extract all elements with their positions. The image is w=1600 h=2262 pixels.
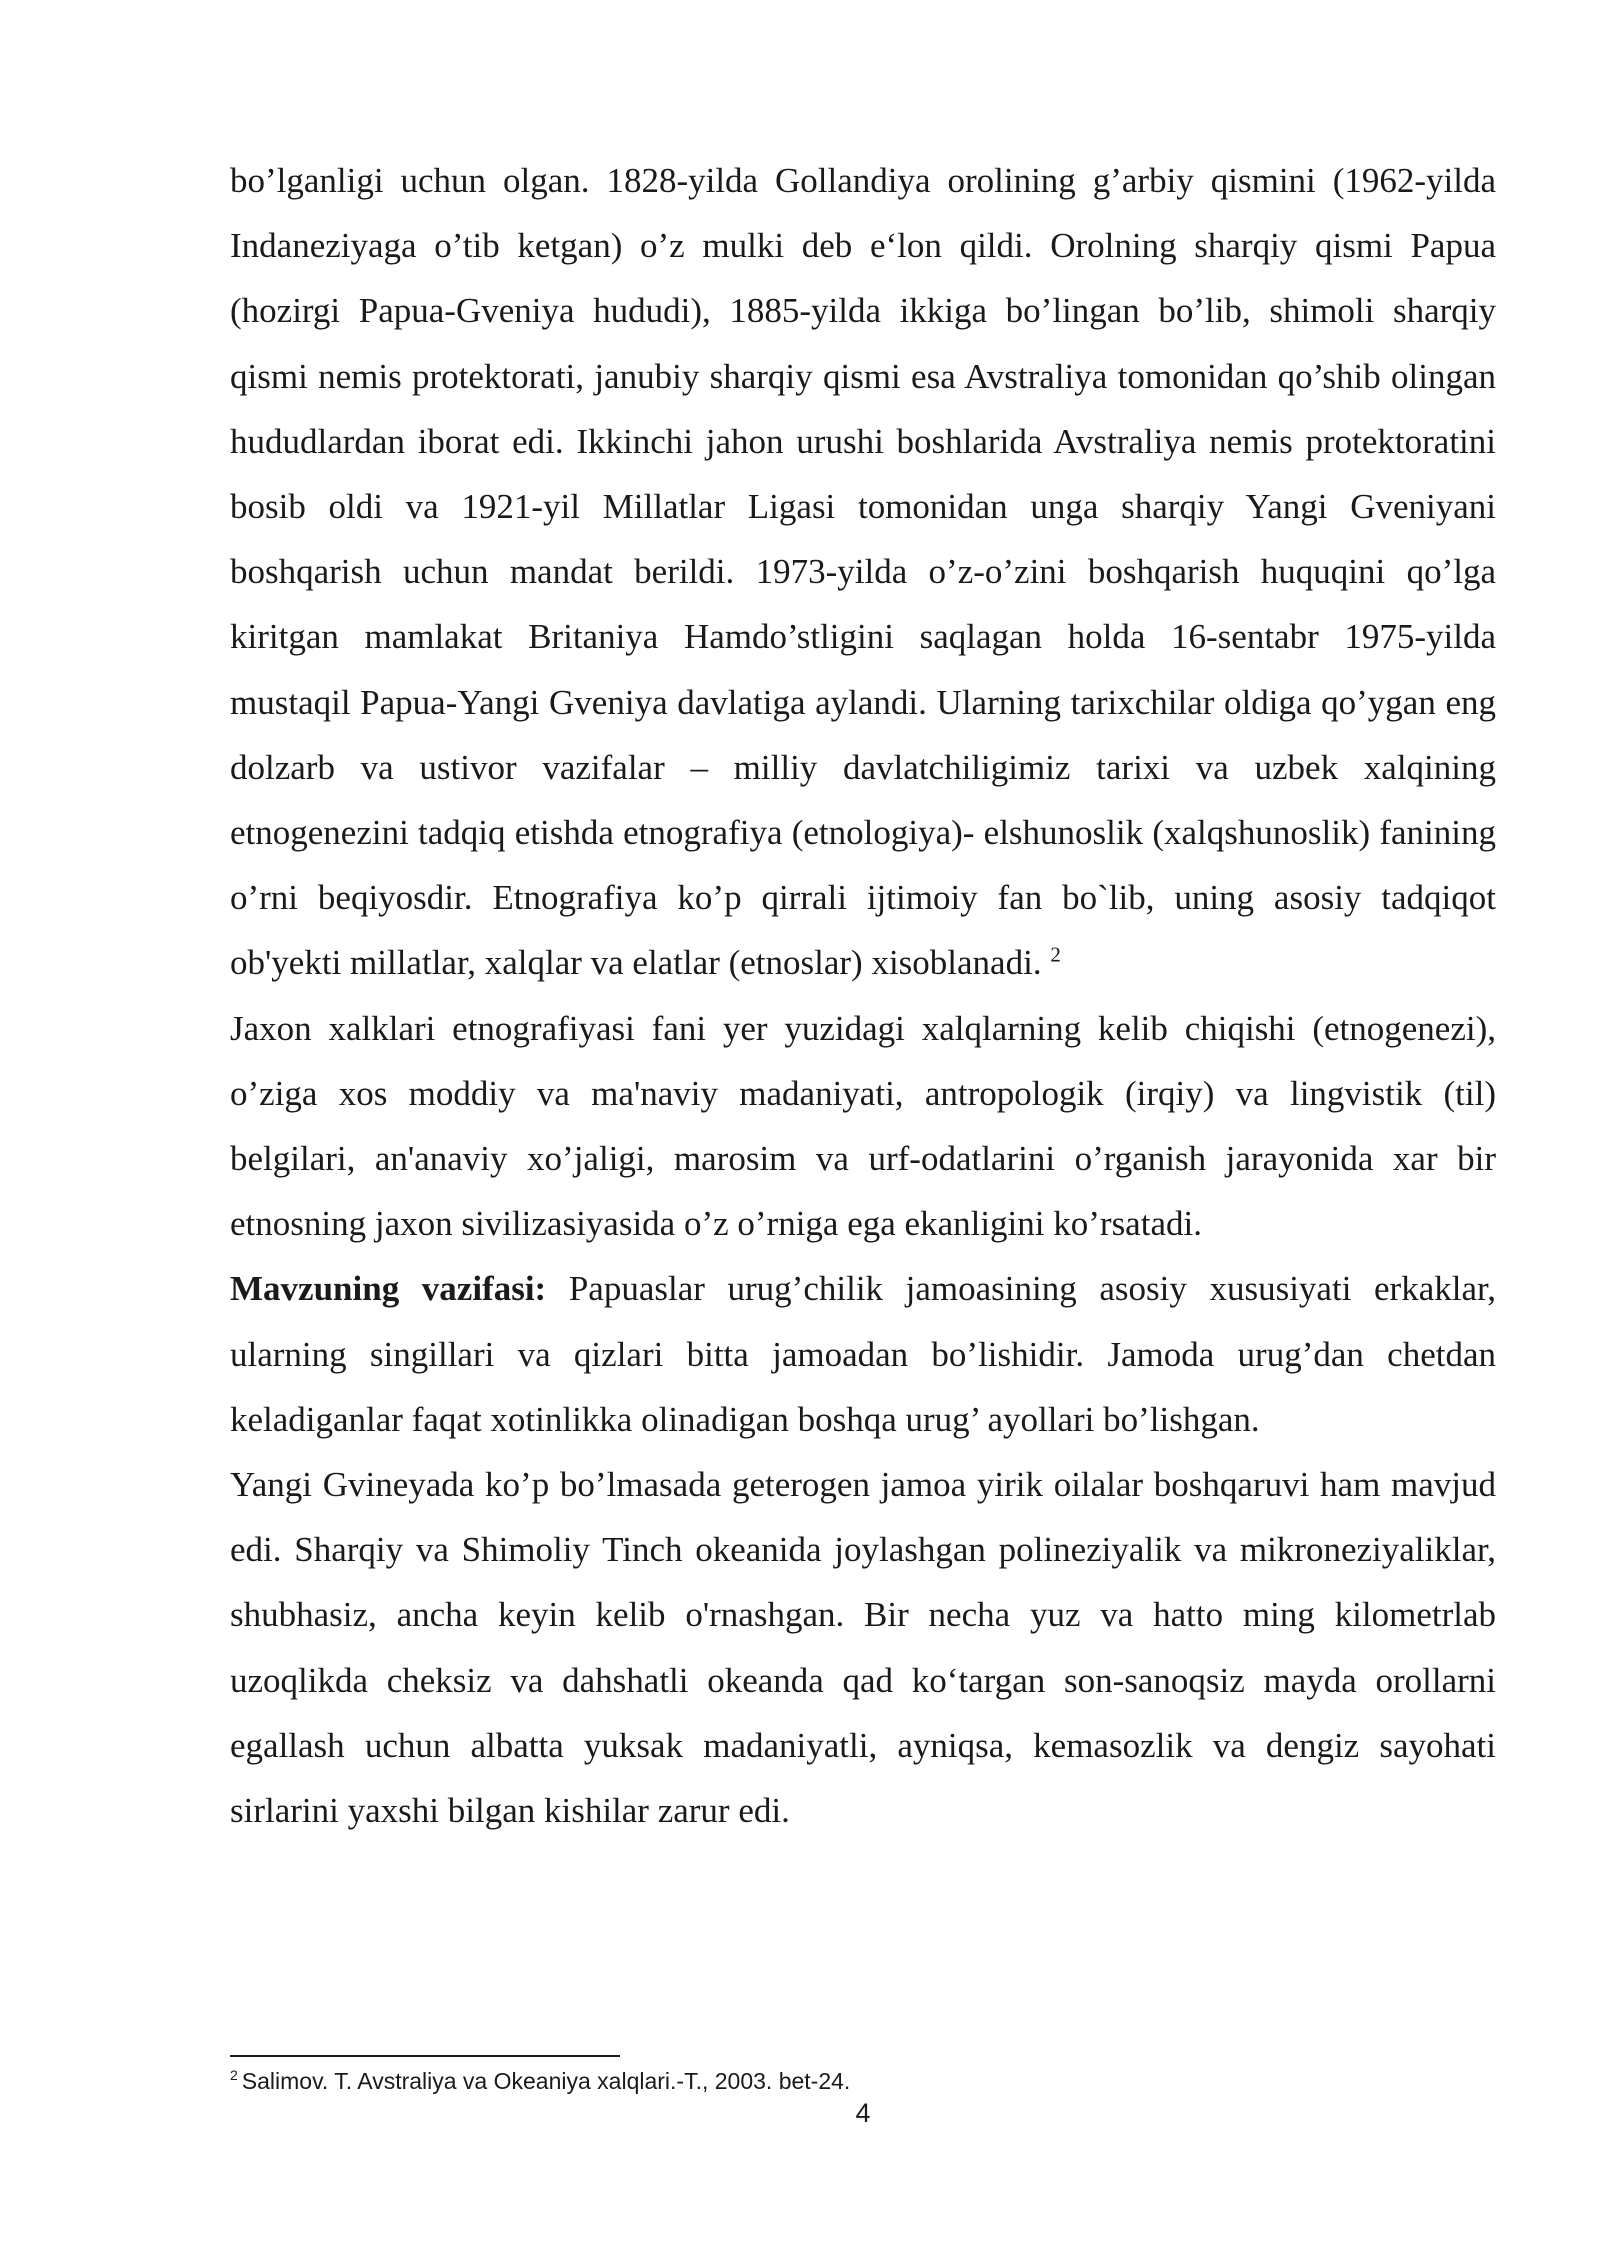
footnote-text: Salimov. T. Avstraliya va Okeaniya xalqlari.-T., 2003. bet-24.: [241, 2068, 851, 2094]
paragraph-ethnography: Jaxon xalklari etnografiyasi fani yer yuzidagi xalqlarning kelib chiqishi (etnogenezi), o’ziga xos moddiy va ma'naviy madaniyati, antropologik (irqiy) va lingvistik (til) belgilari, an'anaviy xo’jaligi, marosim va urf-odatlarini o’rganish jarayonida xar bir etnosning jaxon sivilizasiyasida o’z o’rniga ega ekanligini ko’rsatadi.: [230, 1008, 1496, 1244]
paragraph-history: [230, 148, 1496, 996]
page-number: 4: [855, 2098, 871, 2128]
footnote-reference: 2: [1050, 942, 1061, 967]
paragraph-task-text: Papuaslar urug’chilik jamoasining asosiy xususiyati erkaklar, ularning singillari va qizlari bitta jamoadan bo’lishidir. Jamoda urug’dan chetdan keladiganlar faqat xotinlikka olinadigan boshqa urug’ ayollari bo’lishgan.: [230, 1269, 1497, 1439]
paragraph-new-guinea: Yangi Gvineyada ko’p bo’lmasada geterogen jamoa yirik oilalar boshqaruvi ham mavjud edi. Sharqiy va Shimoliy Tinch okeanida joylashgan polineziyalik va mikroneziyaliklar, shubhasiz, ancha keyin kelib o'rnashgan. Bir necha yuz va hatto ming kilometrlab uzoqlikda cheksiz va dahshatli okeanda qad ko‘targan son-sanoqsiz mayda orollarni egallash uchun albatta yuksak madaniyatli, ayniqsa, kemasozlik va dengiz sayohati sirlarini yaxshi bilgan kishilar zarur edi.: [230, 1465, 1496, 1831]
footnote-number: 2: [230, 2067, 238, 2084]
paragraph-task: [230, 1256, 1496, 1452]
paragraph-history-text: bo’lganligi uchun olgan. 1828-yilda Gollandiya orolining g’arbiy qismini (1962-yilda Indaneziyaga o’tib ketgan) o’z mulki deb e‘lon qildi. Orolning sharqiy qismi Papua (hozirgi Papua-Gveniya hududi), 1885-yilda ikkiga bo’lingan bo’lib, shimoli sharqiy qismi nemis protektorati, janubiy sharqiy qismi esa Avstraliya tomonidan qo’shib olingan hududlardan iborat edi. Ikkinchi jahon urushi boshlarida Avstraliya nemis protektoratini bosib oldi va 1921-yil Millatlar Ligasi tomonidan unga sharqiy Yangi Gveniyani boshqarish uchun mandat berildi. 1973-yilda o’z-o’zini boshqarish huquqini qo’lga kiritgan mamlakat Britaniya Hamdo’stligini saqlagan holda 16-sentabr 1975-yilda mustaqil Papua-Yangi Gveniya davlatiga aylandi. Ularning tarixchilar oldiga qo’ygan eng dolzarb va ustivor vazifalar – milliy davlatchiligimiz tarixi va uzbek xalqining etnogenezini tadqiq etishda etnografiya (etnologiya)- elshunoslik (xalqshunoslik) fanining o’rni beqiyosdir. Etnografiya ko’p qirrali ijtimoiy fan bo`lib, uning asosiy tadqiqot ob'yekti millatlar, xalqlar va elatlar (etnoslar) xisoblanadi.: [230, 161, 1496, 983]
task-heading: Mavzuning vazifasi:: [230, 1269, 547, 1309]
page-body: [230, 148, 1496, 1843]
footnote-separator: [230, 2055, 620, 2057]
footnote: [230, 2066, 1496, 2096]
